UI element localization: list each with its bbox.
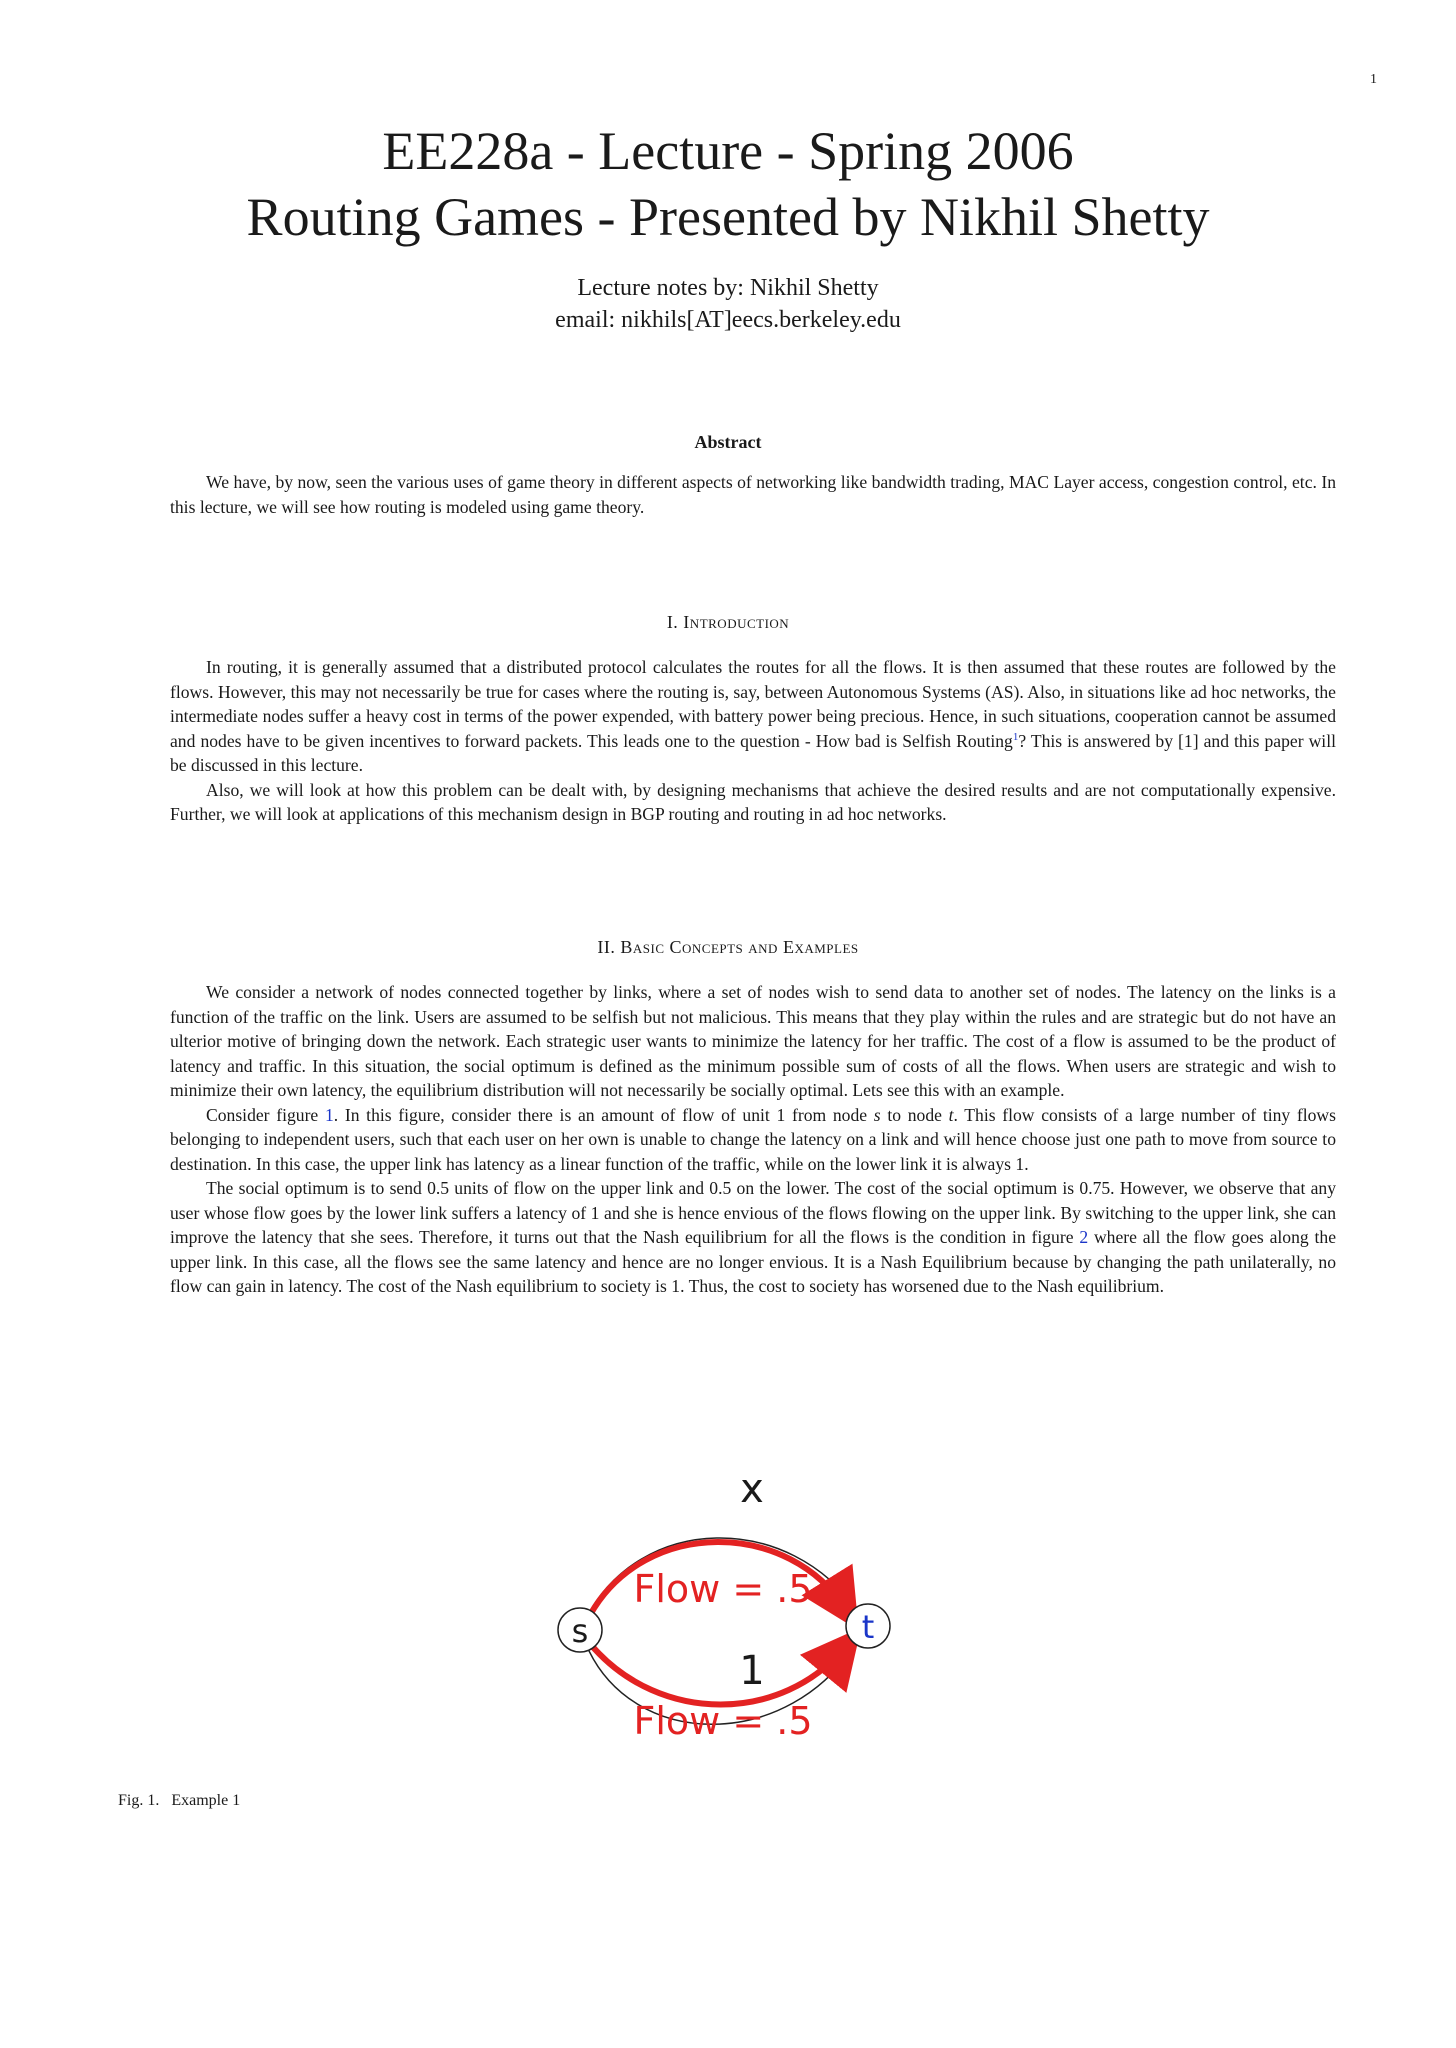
title-line-2: Routing Games - Presented by Nikhil Shetty xyxy=(246,187,1210,247)
section-2-paragraph-2 xyxy=(170,1103,1336,1177)
section-1-paragraph-2: Also, we will look at how this problem can be dealt with, by designing mechanisms that achieve the desired results and are not computationally expensive. Further, we will look at applications of this mechanism design in BGP routing and routing in ad hoc networks. xyxy=(170,779,1336,824)
section-2-heading-text: II. Basic Concepts and Examples xyxy=(597,937,859,957)
text-run: to node xyxy=(880,1104,949,1125)
node-s-label: s xyxy=(571,1612,589,1650)
figure-1-link[interactable]: 1 xyxy=(324,1104,334,1125)
page-number: 1 xyxy=(1370,72,1377,87)
text-run: . This flow consists of a large number of tiny flows belonging to independent users, such that each user on her own is unable to change the latency on a link and will hence choose just one path to move from source to destination. In this case, the upper link has latency as a linear function of the traffic, while on the lower link it is always 1. xyxy=(170,1104,1336,1174)
section-2-paragraph-3 xyxy=(170,1176,1336,1299)
section-1-heading xyxy=(0,612,1456,633)
abstract-heading: Abstract xyxy=(694,432,762,452)
section-1-heading-text: I. Introduction xyxy=(666,612,790,632)
node-t-symbol: t xyxy=(948,1104,954,1125)
section-1-paragraph-1 xyxy=(170,655,1336,778)
node-t-label: t xyxy=(861,1608,875,1646)
abstract-body xyxy=(170,470,1336,519)
section-2-body xyxy=(170,980,1336,1299)
lower-latency-label: 1 xyxy=(739,1648,765,1694)
text-run: Consider figure xyxy=(206,1104,325,1125)
email-line: email: nikhils[AT]eecs.berkeley.edu xyxy=(555,307,901,333)
section-2-paragraph-1: We consider a network of nodes connected together by links, where a set of nodes wish to send data to another set of nodes. The latency on the links is a function of the traffic on the link. Users are assumed to be selfish but not malicious. This means that they play within the rules and are strategic but do not have an ulterior motive of bringing down the network. Each strategic user wants to minimize the latency for her traffic. The cost of a flow is assumed to be the product of latency and traffic. In this situation, the social optimum is defined as the minimum possible sum of costs of all the flows. When users are strategic and wish to minimize their own latency, the equilibrium distribution will not necessarily be socially optimal. Lets see this with an example. xyxy=(170,982,1336,1100)
section-2-heading xyxy=(0,937,1456,958)
footnote-link[interactable]: 1 xyxy=(1012,730,1019,743)
network-diagram xyxy=(520,1462,940,1762)
paper-title xyxy=(0,118,1456,250)
figure-1 xyxy=(520,1462,940,1762)
author-block xyxy=(0,272,1456,336)
title-line-1: EE228a - Lecture - Spring 2006 xyxy=(382,121,1074,181)
figure-2-link[interactable]: 2 xyxy=(1079,1227,1089,1247)
figure-caption: Fig. 1. Example 1 xyxy=(118,1792,241,1809)
lower-flow-label: Flow = .5 xyxy=(633,1699,813,1743)
author-line: Lecture notes by: Nikhil Shetty xyxy=(577,275,879,301)
text-run: . In this figure, consider there is an amount of flow of unit 1 from node xyxy=(333,1104,874,1125)
text-run: The social optimum is to send 0.5 units of flow on the upper link and 0.5 on the lower. The cost of the social optimum is 0.75. However, we observe that any user whose flow goes by the lower link suffers a latency of 1 and she is hence envious of the flows flowing on the upper link. By switching to the upper link, she can improve the latency that she sees. Therefore, it turns out that the Nash equilibrium for all the flows is the condition in figure xyxy=(170,1178,1336,1247)
upper-latency-label: x xyxy=(740,1466,764,1512)
section-1-body xyxy=(170,655,1336,827)
upper-flow-label: Flow = .5 xyxy=(633,1567,813,1611)
node-s-symbol: s xyxy=(873,1104,881,1125)
text-run: In routing, it is generally assumed that a distributed protocol calculates the routes for all the flows. It is then assumed that these routes are followed by the flows. However, this may not necessarily be true for cases where the routing is, say, between Autonomous Systems (AS). Also, in situations like ad hoc networks, the intermediate nodes suffer a heavy cost in terms of the power expended, with battery power being precious. Hence, in such situations, cooperation cannot be assumed and nodes have to be given incentives to forward packets. This leads one to the question - How bad is Selfish Routing xyxy=(170,657,1336,751)
text-run: ? This is answered by [1] and this paper will be discussed in this lecture. xyxy=(170,730,1336,775)
abstract-paragraph: We have, by now, seen the various uses of game theory in different aspects of networking like bandwidth trading, MAC Layer access, congestion control, etc. In this lecture, we will see how routing is modeled using game theory. xyxy=(170,472,1336,517)
text-run: where all the flow goes along the upper link. In this case, all the flows see the same latency and hence are no longer envious. It is a Nash Equilibrium because by changing the path unilaterally, no flow can gain in latency. The cost of the Nash equilibrium to society is 1. Thus, the cost to society has worsened due to the Nash equilibrium. xyxy=(170,1227,1336,1296)
lower-flow-arrow xyxy=(592,1646,846,1705)
